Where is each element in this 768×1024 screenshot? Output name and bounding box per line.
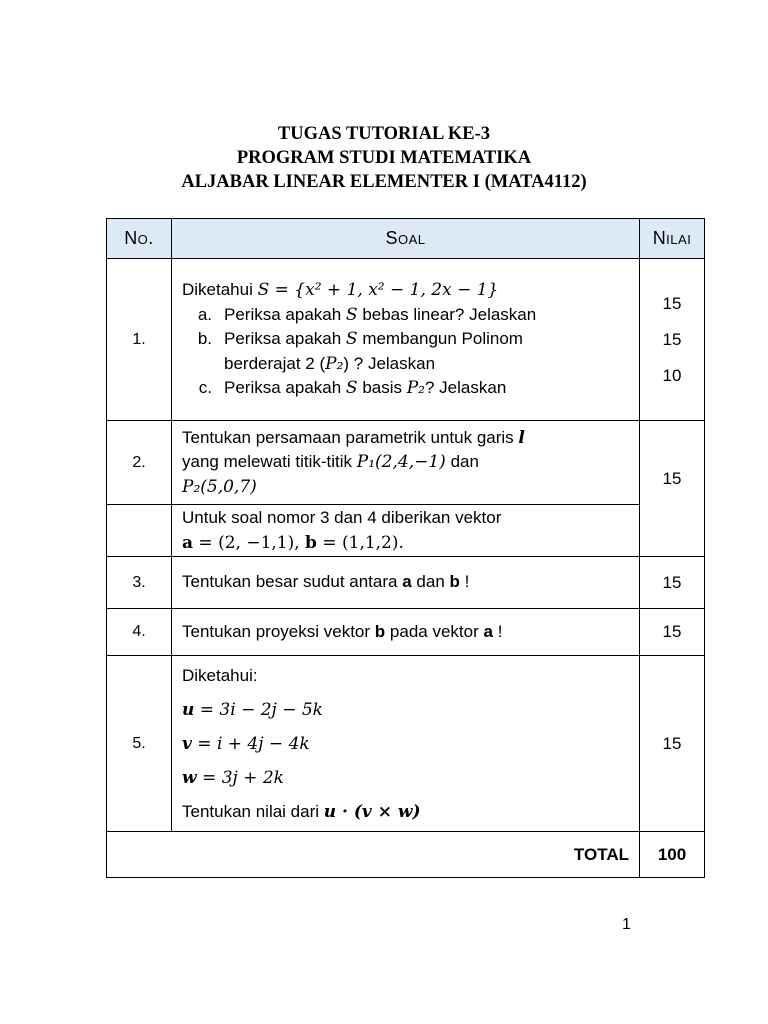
q3-number: 3. [107, 557, 172, 609]
header-line-2: PROGRAM STUDI MATEMATIKA [236, 148, 532, 168]
q1-intro: Diketahui [182, 280, 253, 300]
q1-item-a: a. Periksa apakah S bebas linear? Jelaskan [197, 304, 537, 325]
q1-set: S = {x² + 1, x² − 1, 2x − 1} [257, 280, 499, 301]
q1-score-a: 15 [662, 293, 682, 313]
q1-scores [640, 259, 705, 421]
total-label: TOTAL [107, 832, 640, 878]
q1-item-b: b. Periksa apakah S membangun Polinom [197, 329, 523, 350]
q3-text: Tentukan besar sudut antara a dan b ! [172, 557, 640, 609]
note-number-empty [107, 505, 172, 557]
table-row-q4 [107, 609, 705, 656]
q1-text [172, 259, 640, 421]
total-value: 100 [640, 832, 705, 878]
q2-number: 2. [107, 421, 172, 505]
q2-score: 15 [640, 421, 705, 557]
assignment-table [106, 218, 705, 878]
q4-number: 4. [107, 609, 172, 656]
q5-text: Diketahui: u = 3i − 2j − 5k v = i + 4j − 4k w = 3j + 2k Tentukan nilai dari u · (v × w) [172, 656, 640, 832]
q1-score-c: 10 [662, 365, 682, 385]
table-row-total [107, 832, 705, 878]
header-nilai: Nilai [640, 219, 705, 259]
document-header [0, 122, 768, 194]
q5-score: 15 [640, 656, 705, 832]
header-no: No. [107, 219, 172, 259]
q4-text: Tentukan proyeksi vektor b pada vektor a ! [172, 609, 640, 656]
page-number: 1 [622, 916, 631, 933]
q5-number: 5. [107, 656, 172, 832]
table-row-q2 [107, 421, 705, 505]
q1-item-b-cont: berderajat 2 (P₂) ? Jelaskan [224, 353, 436, 374]
note-text: Untuk soal nomor 3 dan 4 diberikan vektor a = (2, −1,1), b = (1,1,2). [172, 505, 640, 557]
header-soal: Soal [172, 219, 640, 259]
q1-item-c: c. Periksa apakah S basis P₂? Jelaskan [198, 378, 507, 399]
table-row-q3 [107, 557, 705, 609]
table-row-q5 [107, 656, 705, 832]
header-line-3: ALJABAR LINEAR ELEMENTER I (MATA4112) [181, 172, 587, 192]
q2-text: Tentukan persamaan parametrik untuk garis l yang melewati titik-titik P₁(2,4,−1) dan P₂(5,0,7) [172, 421, 640, 505]
q1-score-b: 15 [662, 329, 682, 349]
table-row-note [107, 505, 705, 557]
q1-number: 1. [107, 259, 172, 421]
header-line-1: TUGAS TUTORIAL KE-3 [277, 124, 491, 144]
q3-score: 15 [640, 557, 705, 609]
q1-subitems [182, 303, 639, 401]
table-header-row [107, 219, 705, 259]
table-row-q1 [107, 259, 705, 421]
q4-score: 15 [640, 609, 705, 656]
